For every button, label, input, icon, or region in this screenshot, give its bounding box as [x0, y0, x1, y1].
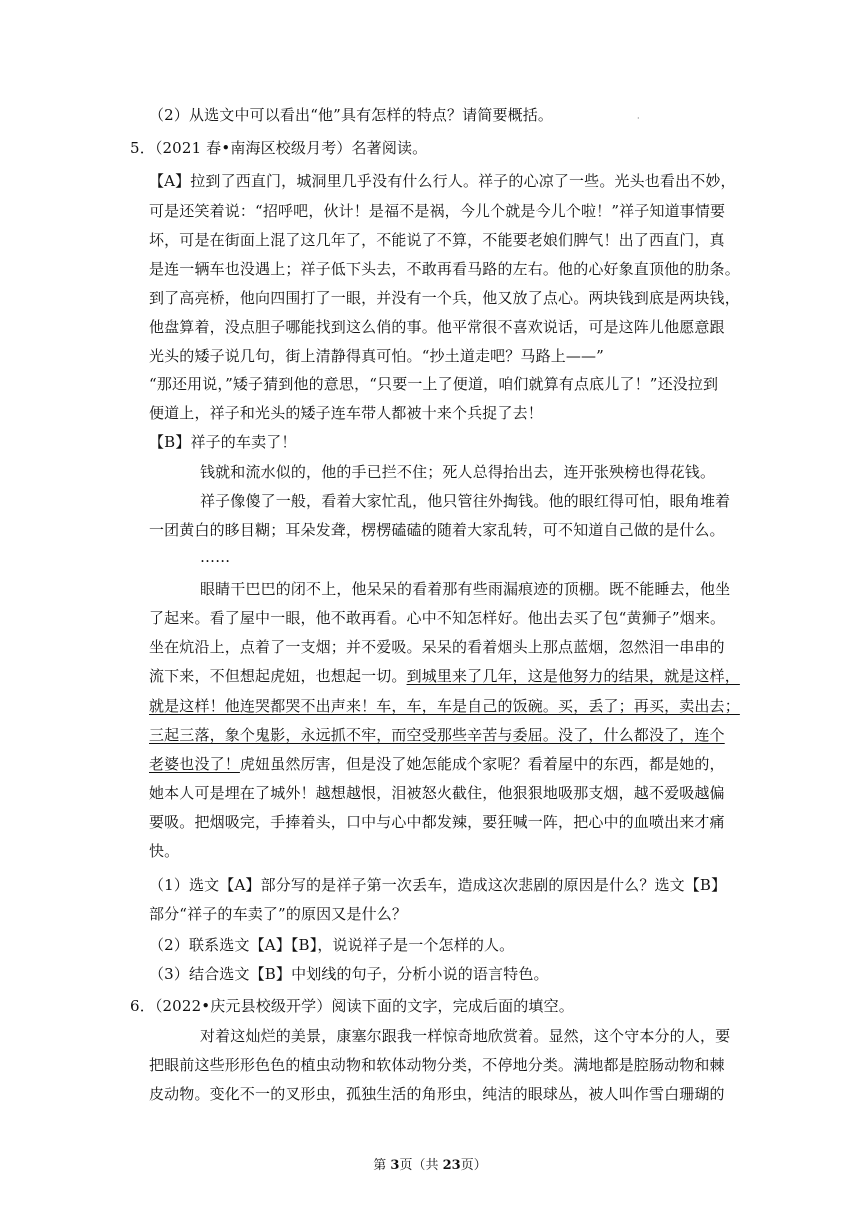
page-number: 3	[390, 1158, 400, 1173]
passage-a-line: 他盘算着，没点胆子哪能找到这么俏的事。他平常很不喜欢说话，可是这阵儿他愿意跟	[149, 318, 725, 336]
passage-b-line	[149, 666, 740, 686]
passage-b-line: 钱就和流水似的，他的手已拦不住；死人总得抬出去，连开张殃榜也得花钱。	[200, 463, 716, 481]
underlined-sentence: 就是这样！他连哭都哭不出声来！车，车，车是自己的饭碗。买，丢了；再买，卖出去；	[149, 697, 740, 715]
ellipsis: ……	[200, 548, 231, 566]
passage-a-line: “那还用说，”矮子猜到他的意思，“只要一上了便道，咱们就算有点底儿了！”还没拉到	[149, 375, 719, 393]
passage-b-line: 坐在炕沿上，点着了一支烟；并不爱吸。呆呆的看着烟头上那点蓝烟，忽然泪一串串的	[149, 638, 725, 656]
passage-6-line: 把眼前这些形形色色的植虫动物和软体动物分类，不停地分类。满地都是腔肠动物和棘	[149, 1056, 725, 1074]
passage-a-line: 便道上，祥子和光头的矮子连车带人都被十来个兵捉了去！	[149, 404, 543, 422]
passage-b-line: 她本人可是埋在了城外！越想越恨，泪被怒火截住，他狠狠地吸那支烟，越不爱吸越偏	[149, 784, 725, 802]
passage-a-line: 光头的矮子说几句，街上清静得真可怕。“抄土道走吧？马路上——”	[149, 347, 604, 365]
passage-a-line: 是连一辆车也没遇上；祥子低下头去，不敢再看马路的左右。他的心好象直顶他的肋条。	[149, 260, 740, 278]
page-footer: 第 3页（共 23页）	[373, 1158, 487, 1173]
passage-a-line: 坏，可是在街面上混了这几年了，不能说了不算，不能要老娘们脾气！出了西直门，真	[149, 231, 725, 249]
subquestion: （2）联系选文【A】【B】，说说祥子是一个怎样的人。	[149, 936, 515, 954]
subquestion: （1）选文【A】部分写的是祥子第一次丢车，造成这次悲剧的原因是什么？选文【B】	[149, 876, 727, 894]
subquestion: 部分“祥子的车卖了”的原因又是什么？	[149, 905, 408, 923]
passage-a-line: 【A】拉到了西直门，城洞里几乎没有什么行人。祥子的心凉了一些。光头也看出不妙，	[149, 172, 736, 190]
passage-a-line: 到了高亮桥，他向四围打了一眼，并没有一个兵，他又放了点心。两块钱到底是两块钱，	[149, 289, 740, 307]
passage-6-line: 对着这灿烂的美景，康塞尔跟我一样惊奇地欣赏着。显然，这个守本分的人，要	[200, 1027, 731, 1045]
underlined-sentence: 三起三落，象个鬼影，永远抓不牢，而空受那些辛苦与委屈。没了，什么都没了，连个	[149, 726, 725, 744]
plain-text: 流下来，不但想起虎妞，也想起一切。	[149, 667, 407, 685]
question-5-header: 5．（2021 春•南海区校级月考）名著阅读。	[130, 139, 428, 157]
underlined-sentence: 到城里来了几年，这是他努力的结果，就是这样，	[406, 667, 740, 685]
passage-b-line: 一团黄白的眵目糊；耳朵发聋，楞楞磕磕的随着大家乱转，可不知道自己做的是什么。	[149, 521, 725, 539]
passage-b-line: 了起来。看了屋中一眼，他不敢再看。心中不知怎样好。他出去买了包“黄狮子”烟来。	[149, 609, 726, 627]
passage-a-line: 可是还笑着说：“招呼吧，伙计！是福不是祸，今儿个就是今儿个啦！”祥子知道事情要	[149, 202, 726, 220]
question-6-header: 6．（2022•庆元县校级开学）阅读下面的文字，完成后面的填空。	[130, 997, 574, 1015]
passage-b-title: 【B】祥子的车卖了！	[149, 433, 297, 451]
passage-6-line: 皮动物。变化不一的叉形虫，孤独生活的角形虫，纯洁的眼球丛，被人叫作雪白珊瑚的	[149, 1085, 725, 1103]
passage-b-line: 快。	[149, 842, 180, 860]
passage-b-line: 祥子像傻了一般，看着大家忙乱，他只管往外掏钱。他的眼红得可怕，眼角堆着	[200, 492, 731, 510]
question-4-2: （2）从选文中可以看出“他”具有怎样的特点？请简要概括。	[149, 106, 554, 124]
total-pages: 23	[442, 1158, 461, 1173]
passage-b-line: 眼睛干巴巴的闭不上，他呆呆的看着那有些雨漏痕迹的顶棚。既不能睡去，他坐	[200, 580, 731, 598]
subquestion: （3）结合选文【B】中划线的句子，分析小说的语言特色。	[149, 965, 549, 983]
stray-mark: ·	[637, 114, 640, 123]
plain-text: 虎妞虽然厉害，但是没了她怎能成个家呢？看着屋中的东西，都是她的，	[239, 755, 725, 773]
passage-b-line	[149, 754, 725, 774]
underlined-sentence: 老婆也没了！	[149, 755, 240, 773]
passage-b-line: 要吸。把烟吸完，手捧着头，口中与心中都发辣，要狂喊一阵，把心中的血喷出来才痛	[149, 813, 725, 831]
